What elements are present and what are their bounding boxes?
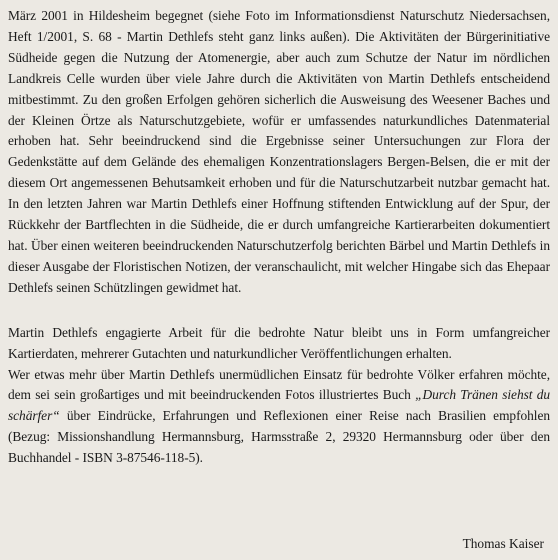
paragraph-1: März 2001 in Hildesheim begegnet (siehe Foto im Informationsdienst Naturschutz Niedersachsen, Heft 1/2001, S. 68 - Martin Dethlefs steht ganz links außen). Die Aktivitäten der Bürgerinitiative Südheide gegen die Nutzung der Atomenergie, aber auch zum Schutze der Natur im nördlichen Landkreis Celle wurden über viele Jahre durch die Aktivitäten von Martin Dethlefs entscheidend mitbestimmt. Zu den großen Erfolgen gehören sicherlich die Ausweisung des Weesener Baches und der Kleinen Örtze als Naturschutzgebiete, wofür er umfassendes naturkundliches Datenmaterial erhoben hat. Sehr beeindruckend sind die Ergebnisse seiner Untersuchungen zur Flora der Gedenkstätte auf dem Gelände des ehemaligen Konzentrationslagers Bergen-Belsen, die er mit der diesem Ort angemessenen Behutsamkeit erhoben und für die Naturschutzarbeit nutzbar gemacht hat. In den letzten Jahren war Martin Dethlefs einer Hoffnung stiftenden Entwicklung auf der Spur, der Rückkehr der Bartflechten in die Südheide, die er durch umfangreiche Kartierarbeiten dokumentiert hat. Über einen weiteren beeindruckenden Naturschutzerfolg berichten Bärbel und Martin Dethlefs in dieser Ausgabe der Floristischen Notizen, der veranschaulicht, mit welcher Hingabe sich das Ehepaar Dethlefs seinen Schützlingen gewidmet hat.	[8, 8, 550, 295]
paragraph-3-text-end: über Eindrücke, Erfahrungen und Reflexionen einer Reise nach Brasilien empfohlen (Bezug: Missionshandlung Hermannsburg, Harmsstraße 2, 29320 Hermannsburg oder über den Buchhandel - ISBN 3-87546-118-5).	[8, 408, 550, 466]
paragraph-3	[8, 365, 550, 470]
book-title: „Durch Tränen siehst du schärfer“	[8, 387, 550, 424]
paragraph-2: Martin Dethlefs engagierte Arbeit für die bedrohte Natur bleibt uns in Form umfangreicher Kartierdaten, mehrerer Gutachten und naturkundlicher Veröffentlichungen erhalten.	[8, 324, 550, 361]
paragraph-3-text-start: Wer etwas mehr über Martin Dethlefs unermüdlichen Einsatz für bedrohte Völker erfahren möchte, dem sei sein großartiges und mit beeindruckenden Fotos illustriertes Buch	[8, 366, 550, 403]
author-signature: Thomas Kaiser	[462, 536, 544, 551]
article-body	[8, 6, 550, 469]
